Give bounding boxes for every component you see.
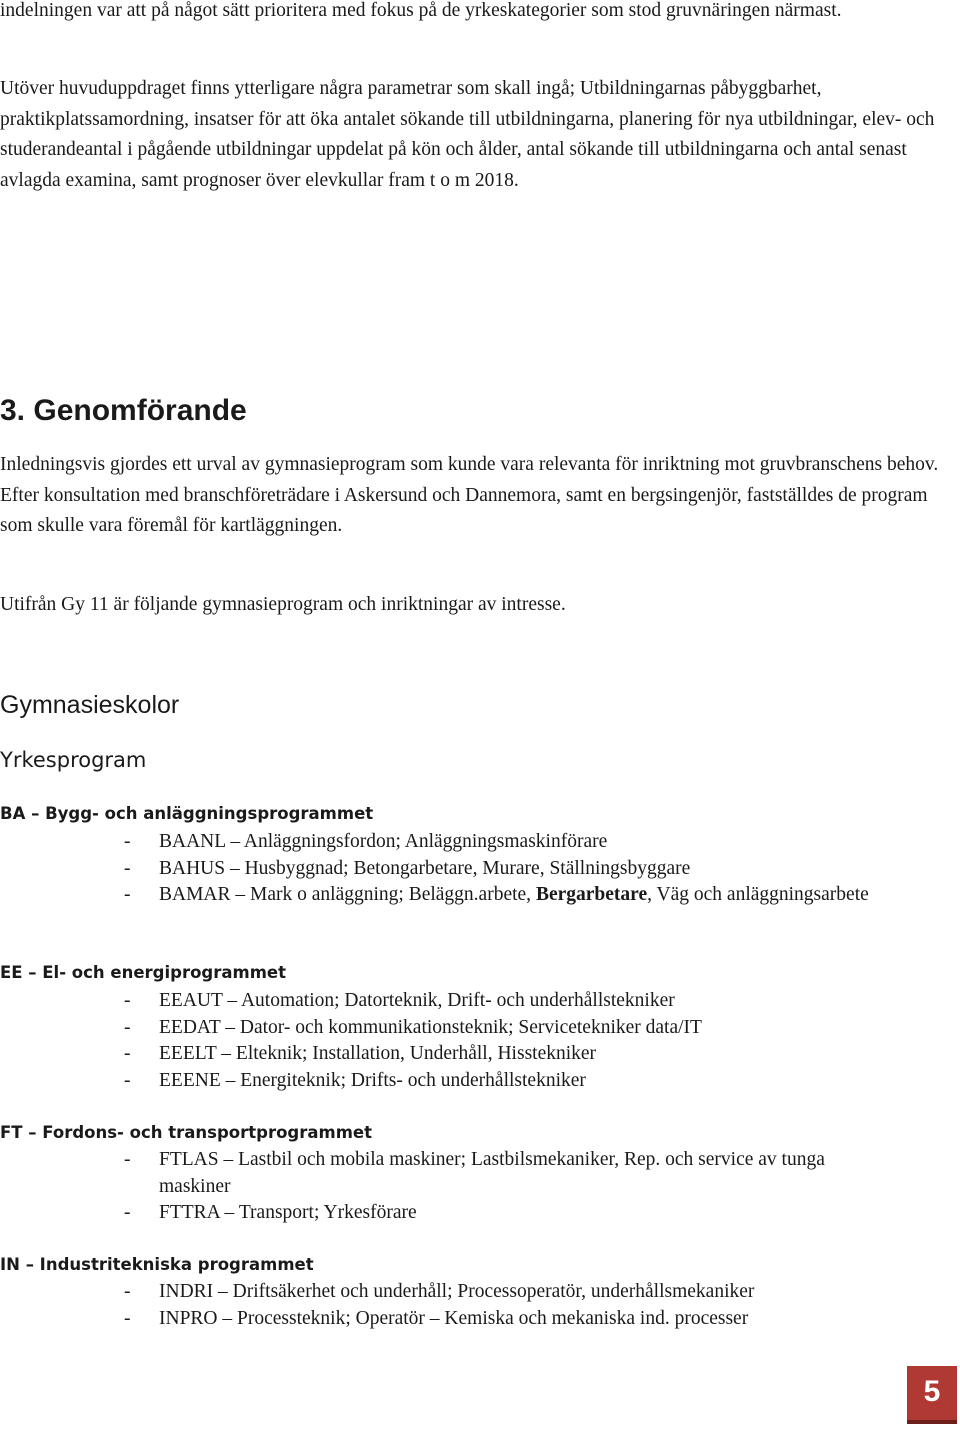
program-list-in — [0, 1279, 900, 1332]
list-item: - EEELT – Elteknik; Installation, Underhåll, Hisstekniker — [0, 1041, 879, 1068]
program-title-ba: BA – Bygg- och anläggningsprogrammet — [0, 804, 374, 823]
subheading-gymnasieskolor: Gymnasieskolor — [0, 691, 180, 719]
list-dash: - — [124, 1043, 131, 1064]
program-list-ft — [0, 1147, 900, 1227]
list-dash: - — [124, 1016, 131, 1038]
list-item: - FTTRA – Transport; Yrkesförare — [0, 1200, 879, 1227]
list-item: - FTLAS – Lastbil och mobila maskiner; Lastbilsmekaniker, Rep. och service av tunga maskiner — [124, 1149, 825, 1197]
program-list-ba — [0, 829, 900, 909]
list-item: - EEENE – Energiteknik; Drifts- och underhållstekniker — [0, 1068, 879, 1095]
list-item: - INPRO – Processteknik; Operatör – Kemiska och mekaniska ind. processer — [0, 1306, 919, 1333]
list-dash: - — [124, 1202, 131, 1223]
list-item: - EEDAT – Dator- och kommunikationsteknik; Servicetekniker data/IT — [0, 1015, 879, 1042]
intro-paragraph-1: indelningen var att på något sätt prioritera med fokus på de yrkeskategorier som stod gruvnäringen närmast. — [0, 0, 842, 21]
program-title-ft: FT – Fordons- och transportprogrammet — [0, 1123, 372, 1142]
list-dash: - — [124, 990, 131, 1011]
list-item: - BAANL – Anläggningsfordon; Anläggningsmaskinförare — [0, 829, 879, 856]
section-paragraph-2: Utifrån Gy 11 är följande gymnasieprogram och inriktningar av intresse. — [0, 594, 566, 615]
list-dash: - — [124, 1069, 131, 1091]
list-item: - EEAUT – Automation; Datorteknik, Drift- och underhållstekniker — [0, 988, 879, 1015]
emphasis-bergarbetare: Bergarbetare — [535, 884, 648, 905]
page-number: 5 — [923, 1375, 941, 1408]
page-number-badge — [907, 1366, 957, 1424]
list-dash: - — [124, 1281, 131, 1302]
section-heading: 3. Genomförande — [0, 394, 247, 427]
list-dash: - — [124, 1149, 131, 1170]
intro-paragraph-2: Utöver huvuduppdraget finns ytterligare några parametrar som skall ingå; Utbildningarnas påbyggbarhet, praktikplatssamordning, insatser för att öka antalet sökande till utbildningarna, planering för nya utbildningar, elev- och studerandeantal i pågående utbildningar uppdelat på kön och ålder, antal sökande till utbildningarna och antal senast avlagda examina, samt prognoser över elevkullar fram t o m 2018. — [0, 78, 935, 191]
program-title-ee: EE – El- och energiprogrammet — [0, 963, 286, 982]
list-item: - BAHUS – Husbyggnad; Betongarbetare, Murare, Ställningsbyggare — [0, 856, 879, 883]
list-dash: - — [124, 884, 131, 905]
program-title-in: IN – Industritekniska programmet — [0, 1255, 314, 1274]
subheading-yrkesprogram: Yrkesprogram — [0, 748, 147, 772]
list-item: - INDRI – Driftsäkerhet och underhåll; Processoperatör, underhållsmekaniker — [0, 1279, 919, 1306]
list-dash: - — [124, 857, 131, 879]
program-list-ee — [0, 988, 900, 1094]
list-item: - BAMAR – Mark o anläggning; Beläggn.arbete, Bergarbetare, Väg och anläggningsarbete — [0, 882, 879, 909]
list-dash: - — [124, 1307, 131, 1329]
list-dash: - — [124, 831, 131, 852]
section-paragraph-1: Inledningsvis gjordes ett urval av gymnasieprogram som kunde vara relevanta för inriktning mot gruvbranschens behov. Efter konsultation med branschföreträdare i Askersund och Dannemora, samt en bergsingenjör, fastställdes de program som skulle vara föremål för kartläggningen. — [0, 454, 939, 536]
